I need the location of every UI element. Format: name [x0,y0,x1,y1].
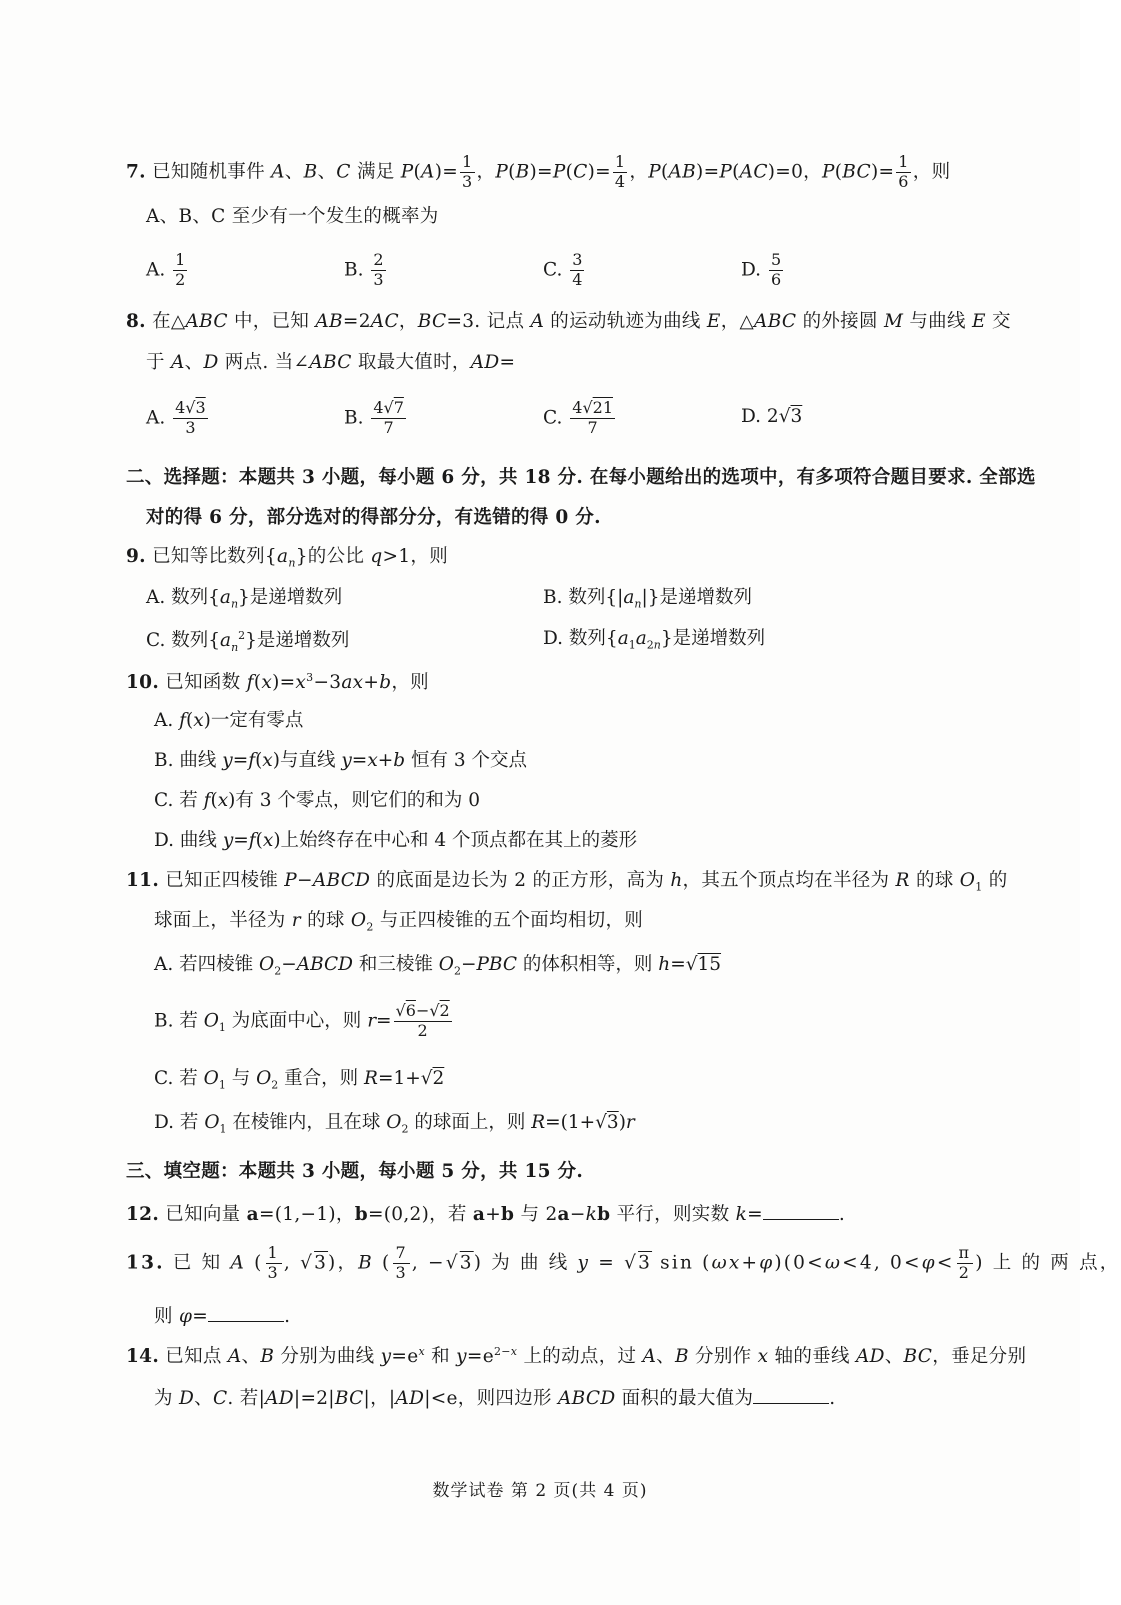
q11-option-b: B. 若 $O_1$ 为底面中心，则 r= $\frac{√6-√2}{2}$ [154,1001,450,1040]
q14-line1: 14. 已知点 A、B 分别为曲线 $y=e^x$ 和 $y=e^{2-x}$ 上的动点，过 A、B 分别作 x 轴的垂线 AD、BC，垂足分别 [126,1345,1027,1368]
q7-option-d: D. $\frac{5}{6}$ [741,250,782,289]
page-footer: 数学试卷 第 2 页(共 4 页) [432,1481,648,1501]
q10-option-a: A. f(x)一定有零点 [154,710,304,731]
q13-line1: 13. 已 知 A ( $\frac{1}{3}$ , √3)，B ( $\frac{7}{3}$ , −√3) 为 曲 线 y = √3 sin (ωx+φ)(0<ω<4, 0<φ< $\frac{\pi}{2}$ ) 上 的 两 点， [126,1243,1121,1282]
q7-option-b: B. $\frac{2}{3}$ [344,250,384,289]
q12-text: 12. 已知向量 a=(1,−1)，b=(0,2)，若 a+b 与 2a−kb 平行，则实数 k= . [126,1204,846,1225]
q7-line1: 7. 已知随机事件 A、B、C 满足 P(A)= $\frac{1}{3}$ ，P(B)=P(C)= $\frac{1}{4}$ ，P(AB)=P(AC)=0，P(BC)= $\frac{1}{6}$ ，则 [126,152,951,191]
q7-option-c: C. $\frac{3}{4}$ [543,250,583,289]
q10-stem: 10. 已知函数 $f(x)=x^3-3ax+b$，则 [126,671,429,694]
q8-option-a: A. $\frac{4√3}{3}$ [146,398,206,437]
section2-heading-line2: 对的得 6 分，部分选对的得部分分，有选错的得 0 分. [146,507,601,528]
q11-option-c: C. 若 $O_1$ 与 $O_2$ 重合，则 R=1+√2 [154,1068,445,1092]
q11-line2: 球面上，半径为 r 的球 $O_2$ 与正四棱锥的五个面均相切，则 [154,910,644,934]
q9-option-c: C. 数列$\{a_n^2\}$是递增数列 [146,629,350,654]
section2-heading-line1: 二、选择题：本题共 3 小题，每小题 6 分，共 18 分. 在每小题给出的选项中，有多项符合题目要求. 全部选 [126,467,1036,488]
q7-option-a: A. $\frac{1}{2}$ [146,250,186,289]
q11-line1: 11. 已知正四棱锥 P−ABCD 的底面是边长为 2 的正方形，高为 h，其五个顶点均在半径为 R 的球 $O_1$ 的 [126,870,1008,894]
q8-line2: 于 A、D 两点. 当∠ABC 取最大值时，AD= [146,352,516,373]
q9-option-a: A. 数列$\{a_n\}$是递增数列 [146,587,343,611]
q8-option-b: B. $\frac{4√7}{7}$ [344,398,404,437]
q8-option-c: C. $\frac{4√21}{7}$ [543,398,613,437]
q10-option-b: B. 曲线 y=f(x)与直线 y=x+b 恒有 3 个交点 [154,750,528,771]
q10-option-d: D. 曲线 y=f(x)上始终存在中心和 4 个顶点都在其上的菱形 [154,830,638,851]
q9-stem: 9. 已知等比数列$\{a_n\}$的公比 q>1，则 [126,546,449,570]
q11-option-a: A. 若四棱锥 $O_2-ABCD$ 和三棱锥 $O_2-PBC$ 的体积相等，则 h=√15 [154,954,722,978]
q9-option-d: D. 数列$\{a_1a_{2n}\}$是递增数列 [543,628,766,652]
q10-option-c: C. 若 f(x)有 3 个零点，则它们的和为 0 [154,790,481,811]
q13-line2: 则 φ= . [154,1306,291,1327]
q11-option-d: D. 若 $O_1$ 在棱锥内，且在球 $O_2$ 的球面上，则 R=(1+√3)r [154,1112,635,1136]
q14-answer-blank[interactable] [753,1387,829,1404]
q8-line1: 8. 在△ABC 中，已知 AB=2AC，BC=3. 记点 A 的运动轨迹为曲线 E，△ABC 的外接圆 M 与曲线 E 交 [126,311,1011,332]
q7-line2: A、B、C 至少有一个发生的概率为 [146,206,439,227]
section3-heading: 三、填空题：本题共 3 小题，每小题 5 分，共 15 分. [126,1161,584,1182]
q12-answer-blank[interactable] [763,1203,839,1220]
q13-answer-blank[interactable] [208,1305,284,1322]
q9-option-b: B. 数列$\{|a_n|\}$是递增数列 [543,587,753,611]
q14-line2: 为 D、C. 若|AD|=2|BC|，|AD|<e，则四边形 ABCD 面积的最大值为 . [154,1388,836,1409]
q8-option-d: D. 2√3 [741,406,803,427]
